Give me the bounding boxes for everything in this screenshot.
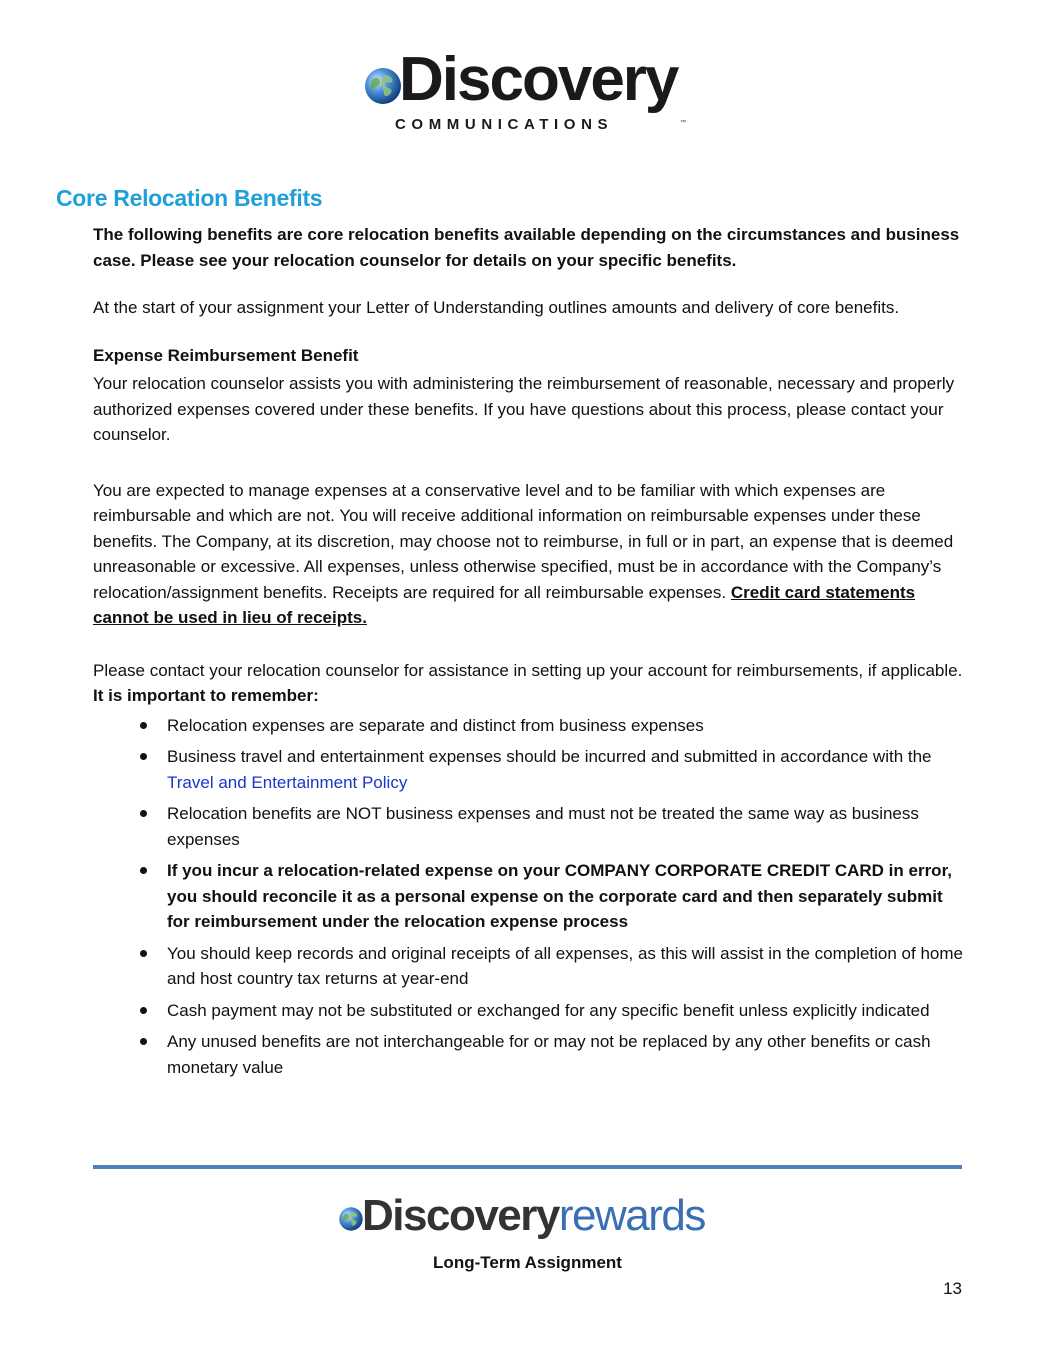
footer-divider (93, 1165, 962, 1169)
bullet-icon (140, 753, 147, 760)
list-item-text: If you incur a relocation-related expense on your COMPANY CORPORATE CREDIT CARD in error, you should reconcile it as a personal expense on the corporate card and then separately submit for reimbursement under the relocation expense process (167, 861, 952, 931)
logo-wordmark: Discovery (399, 45, 678, 114)
expense-paragraph-3-text: Please contact your relocation counselor for assistance in setting up your account for reimbursements, if applicable. (93, 660, 963, 680)
globe-icon (338, 1206, 364, 1232)
page-title: Core Relocation Benefits (56, 185, 323, 211)
list-item-text: Relocation benefits are NOT business expenses and must not be treated the same way as business expenses (167, 804, 919, 849)
bullet-icon (140, 1038, 147, 1045)
rewards-wordmark (362, 1191, 705, 1240)
receipts-emphasis: Credit card statements cannot be used in lieu of receipts. (93, 582, 916, 627)
main-content (93, 222, 965, 1086)
globe-icon (363, 66, 403, 106)
list-item (167, 941, 965, 992)
footer-caption: Long-Term Assignment (433, 1253, 622, 1272)
list-item-text: Any unused benefits are not interchangeable for or may not be replaced by any other benefits or cash monetary value (167, 1032, 931, 1077)
logo-subtitle: COMMUNICATIONS (395, 116, 614, 133)
bullet-icon (140, 810, 147, 817)
expense-paragraph-2 (93, 478, 965, 631)
list-item-text: Relocation expenses are separate and distinct from business expenses (167, 715, 704, 735)
page-number: 13 (943, 1279, 962, 1298)
list-item (167, 713, 965, 739)
rewards-wordmark-strong: Discovery (362, 1191, 559, 1240)
travel-policy-link[interactable]: Travel and Entertainment Policy (167, 772, 408, 792)
expense-paragraph-2-text: You are expected to manage expenses at a conservative level and to be familiar with which expenses are reimbursable and which are not. You will receive additional information on reimbursable expenses under these benefits. The Company, at its discretion, may choose not to reimburse, in full or in part, an expense that is deemed unreasonable or excessive. All expenses, unless otherwise specified, must be in accordance with the Company’s relocation/assignment benefits. Receipts are required for all reimbursable expenses. (93, 480, 954, 602)
bullet-icon (140, 950, 147, 957)
discovery-communications-logo (362, 45, 694, 136)
list-item (167, 998, 965, 1024)
list-item-text: Business travel and entertainment expenses should be incurred and submitted in accordance with the (167, 747, 932, 766)
expense-paragraph-1: Your relocation counselor assists you with administering the reimbursement of reasonable, necessary and properly authorized expenses covered under these benefits. If you have questions about this process, please contact your counselor. (93, 374, 955, 444)
rewards-wordmark-light: rewards (558, 1191, 705, 1240)
discovery-rewards-logo (336, 1191, 726, 1244)
list-item (167, 744, 965, 795)
list-item-text: You should keep records and original receipts of all expenses, as this will assist in the completion of home and host country tax returns at year-end (167, 943, 963, 988)
reminder-list (93, 713, 965, 1081)
intro-paragraph: The following benefits are core relocation benefits available depending on the circumstances and business case. Please see your relocation counselor for details on your specific benefits. (93, 225, 960, 270)
expense-paragraph-3 (93, 658, 965, 709)
section-heading: Expense Reimbursement Benefit (93, 345, 359, 365)
start-paragraph: At the start of your assignment your Letter of Understanding outlines amounts and delivery of core benefits. (93, 298, 900, 317)
list-item-text: Cash payment may not be substituted or exchanged for any specific benefit unless explicitly indicated (167, 1000, 930, 1020)
bullet-icon (140, 867, 147, 874)
bullet-icon (140, 722, 147, 729)
list-item (167, 858, 965, 935)
remember-emphasis: It is important to remember: (93, 686, 319, 705)
bullet-icon (140, 1007, 147, 1014)
list-item (167, 801, 965, 852)
list-item (167, 1029, 965, 1080)
trademark-mark: ™ (680, 120, 686, 126)
